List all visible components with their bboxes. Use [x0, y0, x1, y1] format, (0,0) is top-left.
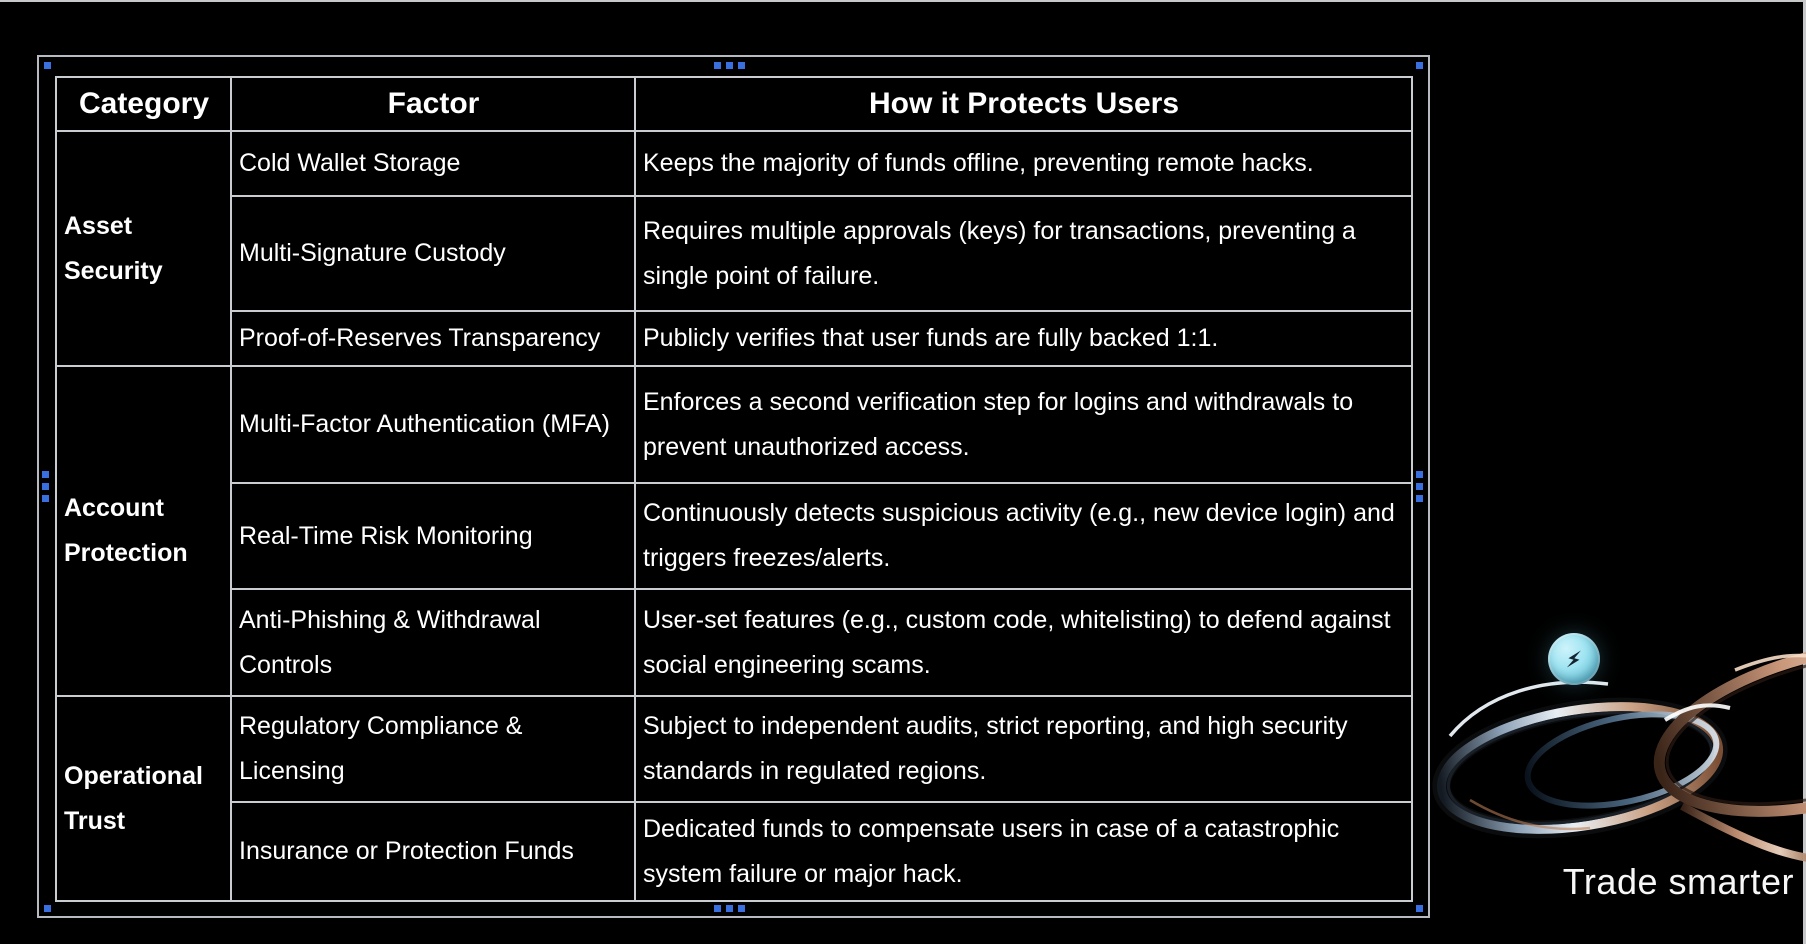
- protection-text: Publicly verifies that user funds are fully backed 1:1.: [643, 324, 1219, 352]
- handle-dot: [714, 62, 721, 69]
- coin-logo: [1548, 633, 1600, 685]
- table-row: [56, 696, 1412, 802]
- protection-cell[interactable]: [635, 802, 1412, 901]
- handle-dot: [726, 905, 733, 912]
- table-row: [56, 196, 1412, 311]
- table-row: [56, 311, 1412, 366]
- handle-dot: [1416, 495, 1423, 502]
- handle-dot: [42, 495, 49, 502]
- factor-cell[interactable]: [231, 802, 635, 901]
- factor-text: Cold Wallet Storage: [239, 149, 461, 177]
- handle-dot: [1416, 471, 1423, 478]
- protection-text: Enforces a second verification step for logins and withdrawals to prevent unauthorized access.: [643, 387, 1354, 461]
- factor-text: Proof-of-Reserves Transparency: [239, 324, 601, 352]
- factor-cell[interactable]: [231, 483, 635, 589]
- protection-cell[interactable]: [635, 311, 1412, 366]
- factor-cell[interactable]: [231, 196, 635, 311]
- protection-cell[interactable]: [635, 366, 1412, 483]
- category-label: Operational Trust: [64, 761, 203, 835]
- s-lightning-icon: [1559, 644, 1589, 674]
- handle-dot: [726, 62, 733, 69]
- protection-cell[interactable]: [635, 696, 1412, 802]
- factor-text: Multi-Factor Authentication (MFA): [239, 410, 610, 438]
- category-label: Asset Security: [64, 211, 163, 285]
- handle-dot: [738, 905, 745, 912]
- factor-text: Real-Time Risk Monitoring: [239, 521, 533, 550]
- selection-handle-bottom-right[interactable]: [1416, 905, 1423, 912]
- factor-cell[interactable]: [231, 311, 635, 366]
- selection-handle-top-center[interactable]: [714, 62, 745, 69]
- handle-dot: [714, 905, 721, 912]
- protection-text: Requires multiple approvals (keys) for transactions, preventing a single point of failure.: [643, 216, 1356, 290]
- header-protection[interactable]: [635, 77, 1412, 131]
- table-row: [56, 589, 1412, 696]
- handle-dot: [1416, 483, 1423, 490]
- factor-cell[interactable]: [231, 131, 635, 196]
- table-row: [56, 131, 1412, 196]
- protection-cell[interactable]: [635, 131, 1412, 196]
- table-row: [56, 802, 1412, 901]
- selection-handle-right-center[interactable]: [1416, 471, 1423, 502]
- brand-tagline: Trade smarter: [1562, 861, 1794, 902]
- category-cell-asset-security[interactable]: [56, 131, 231, 366]
- factor-text: Insurance or Protection Funds: [239, 837, 574, 865]
- handle-dot: [42, 483, 49, 490]
- factor-cell[interactable]: [231, 589, 635, 696]
- factor-text: Multi-Signature Custody: [239, 239, 506, 267]
- protection-text: User-set features (e.g., custom code, whitelisting) to defend against social engineering scams.: [643, 605, 1391, 679]
- selection-handle-left-center[interactable]: [42, 471, 49, 502]
- protection-text: Dedicated funds to compensate users in case of a catastrophic system failure or major hack.: [643, 814, 1340, 888]
- protection-text: Keeps the majority of funds offline, preventing remote hacks.: [643, 149, 1314, 177]
- selection-handle-top-right[interactable]: [1416, 62, 1423, 69]
- header-factor[interactable]: [231, 77, 635, 131]
- protection-cell[interactable]: [635, 196, 1412, 311]
- selection-handle-top-left[interactable]: [44, 62, 51, 69]
- security-table[interactable]: [55, 76, 1413, 902]
- screen-top-edge-line: [0, 0, 1806, 2]
- handle-dot: [42, 471, 49, 478]
- selection-handle-bottom-center[interactable]: [714, 905, 745, 912]
- factor-cell[interactable]: [231, 366, 635, 483]
- protection-text: Subject to independent audits, strict reporting, and high security standards in regulated regions.: [643, 712, 1348, 785]
- protection-cell[interactable]: [635, 483, 1412, 589]
- category-cell-operational-trust[interactable]: [56, 696, 231, 901]
- factor-text: Regulatory Compliance & Licensing: [239, 712, 523, 785]
- protection-text: Continuously detects suspicious activity (e.g., new device login) and triggers freezes/alerts.: [643, 499, 1395, 572]
- table-row: [56, 483, 1412, 589]
- selection-handle-bottom-left[interactable]: [44, 905, 51, 912]
- protection-cell[interactable]: [635, 589, 1412, 696]
- category-cell-account-protection[interactable]: [56, 366, 231, 696]
- header-protection-label: How it Protects Users: [868, 87, 1180, 120]
- table-header-row: [56, 77, 1412, 131]
- header-category[interactable]: [56, 77, 231, 131]
- handle-dot: [738, 62, 745, 69]
- factor-text: Anti-Phishing & Withdrawal Controls: [239, 605, 541, 679]
- factor-cell[interactable]: [231, 696, 635, 802]
- header-category-label: Category: [78, 87, 210, 120]
- table-row: [56, 366, 1412, 483]
- category-label: Account Protection: [64, 494, 188, 567]
- header-factor-label: Factor: [387, 87, 480, 120]
